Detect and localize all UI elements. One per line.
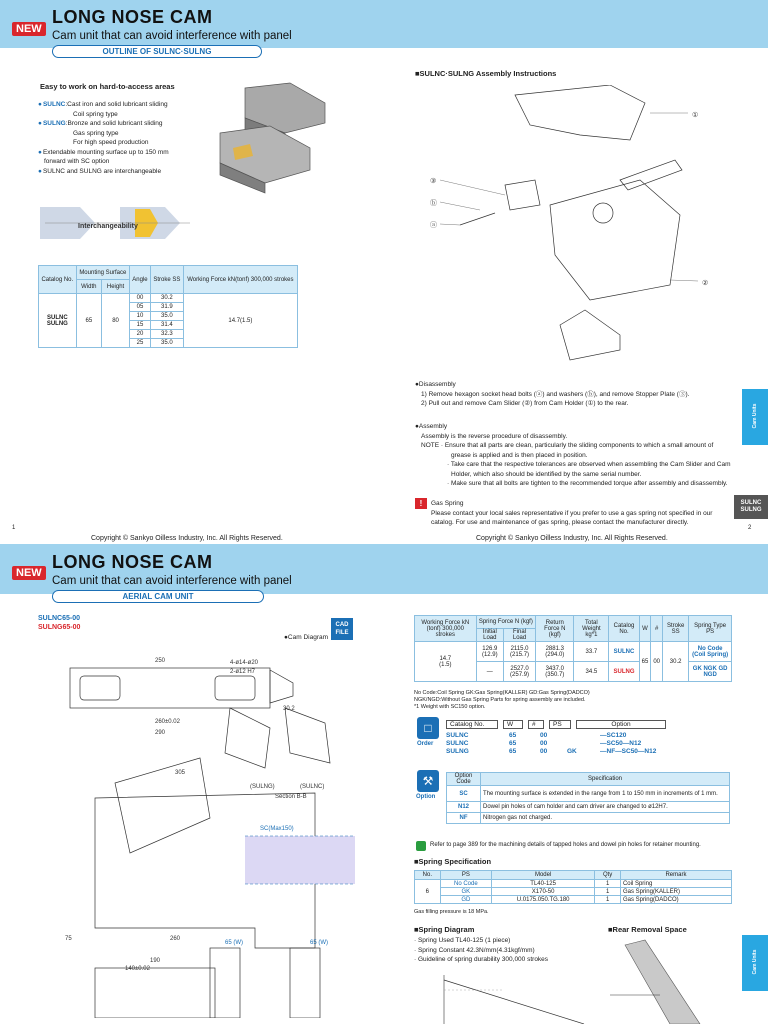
interchange-label: Interchangeability <box>78 223 138 230</box>
order-code: Catalog No. W # PS Option SULNC 65 00 —SC120 SULNC 65 00 —SC50—N12 SULNG 65 00 GK —NF—SC50—N12 <box>446 720 666 756</box>
rear-removal-title: ■Rear Removal Space <box>608 925 687 934</box>
spring-graph <box>414 970 604 1024</box>
bottom-spec-table: Working Force kN (tonf) 300,000 strokes Spring Force N (kgf) Return Force N (kgf) Total Weight kg*1 Catalog No. W # Stroke SS Spring Type PS Initial Load Final Load 14.7 (1.5) 126.9 (12.9) 2115.0 (215.7) 2881.3 (294.0) 33.7 SULNC 65 00 30.2 No Code (Coil Spring) — 2527.0 (257.9) 3437.0 (350.7) 34.5 SULNG GK NGK GD NGD <box>414 615 732 682</box>
svg-text:(SULNG): (SULNG) <box>250 784 275 790</box>
page-subtitle-2: Cam unit that can avoid interference with panel <box>52 575 292 587</box>
svg-text:260±0.02: 260±0.02 <box>155 719 180 725</box>
technical-drawing <box>35 648 365 1018</box>
table-notes: No Code:Coil Spring GK:Gas Spring(KALLER) GD:Gas Spring(DADCO) NGK/NGD:Without Gas Spring Parts for spring assembly are included. *1 Weight with SC150 option. <box>414 690 590 710</box>
page-subtitle: Cam unit that can avoid interference with panel <box>52 30 292 42</box>
part-label-b: ⓑ <box>430 200 437 207</box>
spring-spec-table: No. PS Model Qty Remark 6 No Code TL40-125 1 Coil Spring GK X170-50 1 Gas Spring(KALLER) GD U.0175.050.TG.180 1 Gas Spring(DADCO) <box>414 870 732 904</box>
option-label: Option <box>416 794 436 800</box>
assembly-drawing <box>420 85 720 375</box>
page-title: LONG NOSE CAM <box>52 7 213 27</box>
order-label: Order <box>417 741 434 747</box>
spring-spec-title: ■Spring Specification <box>414 857 492 866</box>
refer-icon <box>416 841 426 851</box>
svg-text:2-ø12 H7: 2-ø12 H7 <box>230 669 256 675</box>
option-table: Option Code Specification SC The mounting surface is extended in the range from 1 to 150 mm in increments of 1 mm. N12 Dowel pin holes of cam holder and cam driver are changed to ø12H7. NF Nitrogen gas not charged. <box>446 772 730 824</box>
svg-text:65 (W): 65 (W) <box>225 940 243 946</box>
svg-text:SC(Max150): SC(Max150) <box>260 826 294 832</box>
warning-icon: ! <box>415 498 427 509</box>
part-label-3: ③ <box>430 178 437 185</box>
side-tab-cam-units-2[interactable]: Cam Units <box>742 935 768 991</box>
order-icon: □ <box>417 717 439 739</box>
svg-text:250: 250 <box>155 658 166 664</box>
svg-text:190: 190 <box>150 958 161 964</box>
svg-text:290: 290 <box>155 730 166 736</box>
gas-pressure-note: Gas filling pressure is 18 MPa. <box>414 909 489 915</box>
page-title-2: LONG NOSE CAM <box>52 552 213 572</box>
top-spec-table: Catalog No. Mounting Surface Angle Stroke SS Working Force kN(tonf) 300,000 strokes Width Height SULNC SULNG 65 80 00 30.2 14.7(1.5) 05 31.9 10 35.0 15 31.4 20 32.3 25 35.0 <box>38 265 298 348</box>
new-badge-2: NEW <box>12 566 46 580</box>
spring-diagram-text: · Spring Used TL40-125 (1 piece) · Spring Constant 42.3N/mm(4.31kgf/mm) · Guideline of spring durability 300,000 strokes <box>414 937 549 963</box>
section-pill-2: AERIAL CAM UNIT <box>52 590 264 603</box>
assembly-title: ■SULNC·SULNG Assembly Instructions <box>415 69 557 78</box>
svg-text:4-ø14-ø20: 4-ø14-ø20 <box>230 660 259 666</box>
side-tab-sulnc-sulng[interactable]: SULNC SULNG <box>734 495 768 519</box>
svg-text:65 (W): 65 (W) <box>310 940 328 946</box>
svg-text:140±0.02: 140±0.02 <box>125 966 150 972</box>
svg-text:305: 305 <box>175 770 186 776</box>
copyright-left: Copyright © Sankyo Oilless Industry, Inc. All Rights Reserved. <box>91 535 283 542</box>
part-label-2: ② <box>702 280 709 287</box>
part-label-a: ⓐ <box>430 222 437 229</box>
cam-diagram-label: ●Cam Diagram <box>284 634 329 641</box>
svg-text:Section B-B: Section B-B <box>275 794 307 800</box>
feature-list: ● SULNC:Cast iron and solid lubricant sliding Coil spring type ● SULNG:Bronze and solid lubricant sliding Gas spring type For high speed production ● Extendable mounting surface up to 150 mm forward with SC option ● SULNC and SULNG are interchangeable <box>38 100 218 176</box>
svg-text:260: 260 <box>170 936 181 942</box>
product-image <box>215 78 340 198</box>
wrench-icon: ⚒ <box>417 770 439 792</box>
new-badge: NEW <box>12 22 46 36</box>
part-label-1: ① <box>692 112 699 119</box>
side-tab-cam-units[interactable]: Cam Units <box>742 389 768 445</box>
page-number-right: 2 <box>748 525 752 531</box>
svg-text:(SULNC): (SULNC) <box>300 784 325 790</box>
refer-note: Refer to page 389 for the machining details of tapped holes and dowel pin holes for retainer mounting. <box>430 842 701 848</box>
gas-spring-note: Gas Spring Please contact your local sales representative if you prefer to use a gas spring not specified in our catalog. For use and maintenance of gas spring, please contact the manufacturer directly. <box>431 500 713 526</box>
rear-removal-drawing <box>600 935 735 1024</box>
features-title: Easy to work on hard-to-access areas <box>40 82 175 91</box>
assembly-section: ●Assembly Assembly is the reverse procedure of disassembly. NOTE · Ensure that all parts are clean, particularly the sliding components to which a small amount of grease is applied and is then placed in position. · Take care that the respective tolerances are observed when assembling the Cam Slider and Cam Holder, which also should be identified by the same serial number. · Make sure that all bolts are tighten to the recommended torque after assembly and disassembly. <box>415 423 731 487</box>
copyright-right: Copyright © Sankyo Oilless Industry, Inc. All Rights Reserved. <box>476 535 668 542</box>
disassembly-section: ●Disassembly 1) Remove hexagon socket head bolts (ⓐ) and washers (ⓑ), and remove Stopper Plate (③). 2) Pull out and remove Cam Slider (②) from Cam Holder (①) to the rear. <box>415 381 690 407</box>
svg-text:30.2: 30.2 <box>283 706 295 712</box>
model-list: SULNC65-00 SULNG65-00 <box>38 615 81 631</box>
cad-file-badge[interactable]: CAD FILE <box>331 618 353 640</box>
svg-text:75: 75 <box>65 936 72 942</box>
spring-diagram-title: ■Spring Diagram <box>414 925 475 934</box>
page-number-left: 1 <box>12 525 16 531</box>
section-pill: OUTLINE OF SULNC·SULNG <box>52 45 262 58</box>
